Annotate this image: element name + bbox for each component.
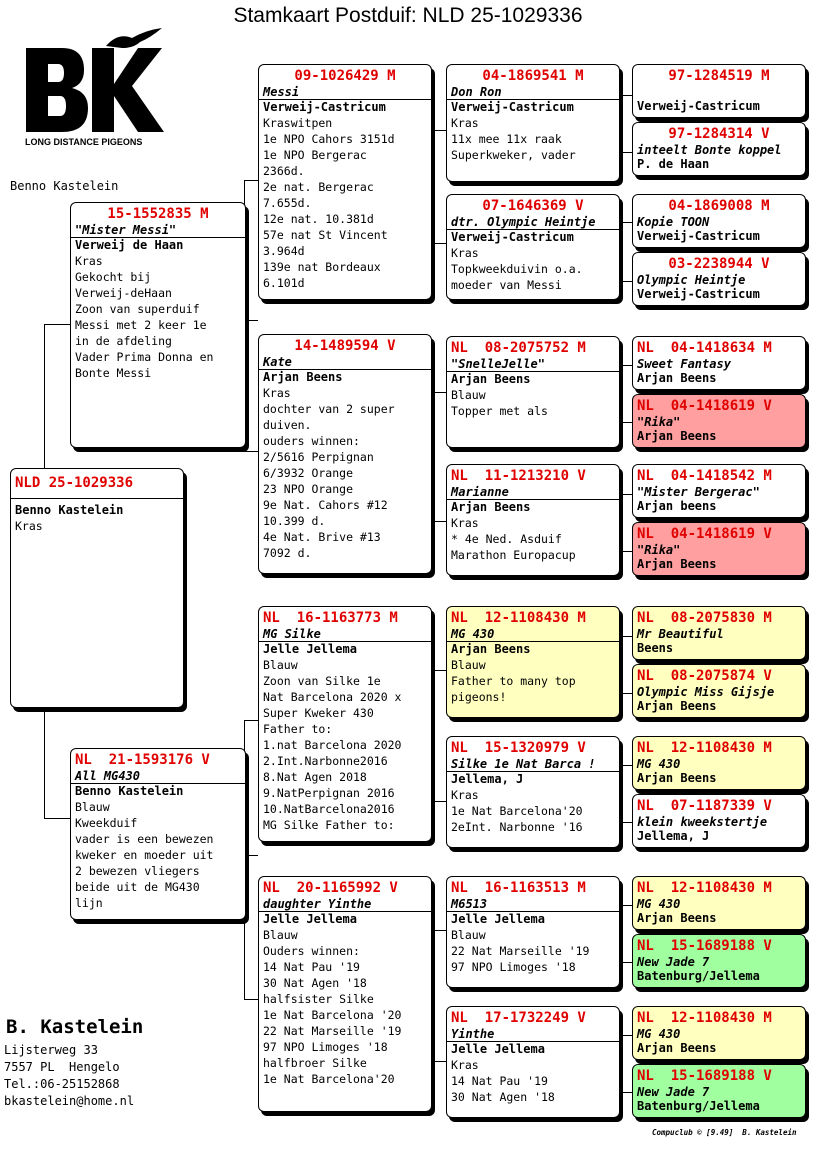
breeder: Arjan beens bbox=[637, 499, 717, 513]
logo-tagline: LONG DISTANCE PIGEONS bbox=[25, 137, 143, 147]
info-line: Kras bbox=[451, 1058, 479, 1072]
nickname: klein kweekstertje bbox=[637, 815, 768, 829]
nickname: "Mister Bergerac" bbox=[637, 485, 760, 499]
nickname: daughter Yinthe bbox=[259, 897, 431, 912]
pedigree-card-gen4 bbox=[632, 736, 806, 790]
nickname: MG 430 bbox=[447, 627, 619, 642]
pedigree-card-gen4 bbox=[632, 1006, 806, 1060]
ring-number: NL 20-1165992 V bbox=[263, 880, 398, 896]
ring-number: NL 04-1418619 V bbox=[637, 526, 772, 542]
info-line: Messi met 2 keer 1e bbox=[75, 318, 207, 332]
pedigree-card-gen2 bbox=[258, 64, 432, 300]
nickname: New Jade 7 bbox=[637, 955, 710, 969]
ring-number: NL 04-1418542 M bbox=[637, 468, 772, 484]
info-line: Verweij-deHaan bbox=[75, 286, 172, 300]
ring-number: NL 15-1689188 V bbox=[637, 1068, 772, 1084]
pedigree-card-gen2 bbox=[258, 334, 432, 574]
nickname: Kate bbox=[259, 355, 431, 370]
info-line: 2eInt. Narbonne '16 bbox=[451, 820, 583, 834]
info-line: Kras bbox=[263, 386, 291, 400]
info-line: Kras bbox=[15, 519, 43, 533]
nickname: inteelt Bonte koppel bbox=[637, 143, 782, 157]
info-line: 139e nat Bordeaux bbox=[263, 260, 381, 274]
info-line: 2366d. bbox=[263, 164, 305, 178]
info-line: Kras bbox=[451, 516, 479, 530]
sire-card bbox=[70, 202, 246, 448]
breeder: Jelle Jellema bbox=[263, 642, 357, 656]
owner-contact bbox=[4, 1042, 134, 1110]
info-line: pigeons! bbox=[451, 690, 507, 704]
nickname: Mr Beautiful bbox=[637, 627, 724, 641]
info-line: Kraswitpen bbox=[263, 116, 333, 130]
ring-number: 04-1869541 M bbox=[482, 68, 584, 84]
ring-number: 15-1552835 M bbox=[107, 206, 209, 222]
info-line: 3.964d bbox=[263, 244, 305, 258]
info-line: 2.Int.Narbonne2016 bbox=[263, 754, 388, 768]
info-line: 1e Nat Barcelona '20 bbox=[263, 1008, 402, 1022]
nickname: "SnelleJelle" bbox=[447, 357, 619, 372]
nickname: MG 430 bbox=[637, 897, 681, 911]
pedigree-card-gen3 bbox=[446, 606, 620, 718]
breeder: Verweij-Castricum bbox=[637, 229, 760, 243]
info-line: Topper met als bbox=[451, 404, 548, 418]
nickname: MG 430 bbox=[637, 1027, 681, 1041]
info-line: 1e Nat Barcelona'20 bbox=[263, 1072, 395, 1086]
pedigree-card-gen4 bbox=[632, 394, 806, 448]
pedigree-card-gen3 bbox=[446, 194, 620, 300]
info-line: 1e Nat Barcelona'20 bbox=[451, 804, 583, 818]
breeder: Arjan Beens bbox=[637, 699, 717, 713]
info-line: ouders winnen: bbox=[263, 434, 360, 448]
info-line: 30 Nat Agen '18 bbox=[451, 1090, 555, 1104]
info-line: halfbroer Silke bbox=[263, 1056, 367, 1070]
nickname: Sweet Fantasy bbox=[637, 357, 731, 371]
info-line: 6.101d bbox=[263, 276, 305, 290]
info-line: Marathon Europacup bbox=[451, 548, 576, 562]
info-line: Father to many top bbox=[451, 674, 576, 688]
breeder: Verweij-Castricum bbox=[637, 99, 760, 113]
ring-number: NL 16-1163513 M bbox=[451, 880, 586, 896]
info-line: 12e nat. 10.381d bbox=[263, 212, 374, 226]
ring-number: NL 17-1732249 V bbox=[451, 1010, 586, 1026]
ring-number: NL 11-1213210 V bbox=[451, 468, 586, 484]
breeder: Arjan Beens bbox=[263, 370, 343, 384]
pedigree-card-gen2 bbox=[258, 606, 432, 842]
info-line: Super Kweker 430 bbox=[263, 706, 374, 720]
nickname bbox=[633, 85, 805, 99]
connector bbox=[244, 855, 258, 856]
connector bbox=[432, 130, 447, 244]
info-line: 2e nat. Bergerac bbox=[263, 180, 374, 194]
info-line: Kras bbox=[451, 246, 479, 260]
ring-number: NLD 25-1029336 bbox=[15, 475, 134, 491]
ring-number: 97-1284314 V bbox=[668, 126, 770, 142]
info-line: 97 NPO Limoges '18 bbox=[451, 960, 576, 974]
ring-number: 09-1026429 M bbox=[294, 68, 396, 84]
pedigree-card-gen3 bbox=[446, 1006, 620, 1118]
info-line: 14 Nat Pau '19 bbox=[451, 1074, 548, 1088]
breeder: Arjan Beens bbox=[451, 500, 531, 514]
info-line: 30 Nat Agen '18 bbox=[263, 976, 367, 990]
nickname bbox=[11, 492, 183, 499]
pedigree-card-gen4 bbox=[632, 252, 806, 306]
pedigree-card-gen3 bbox=[446, 464, 620, 576]
info-line: Zoon van superduif bbox=[75, 302, 200, 316]
breeder: Arjan Beens bbox=[451, 372, 531, 386]
info-line: duiven. bbox=[263, 418, 312, 432]
info-line: 1.nat Barcelona 2020 bbox=[263, 738, 402, 752]
info-line: Blauw bbox=[451, 928, 486, 942]
info-line: Zoon van Silke 1e bbox=[263, 674, 381, 688]
ring-number: NL 12-1108430 M bbox=[451, 610, 586, 626]
ring-number: NL 08-2075830 M bbox=[637, 610, 772, 626]
info-line: Ouders winnen: bbox=[263, 944, 360, 958]
breeder: Jelle Jellema bbox=[451, 912, 545, 926]
nickname: Kopie TOON bbox=[637, 215, 710, 229]
ring-number: NL 08-2075752 M bbox=[451, 340, 586, 356]
pedigree-card-gen4 bbox=[632, 876, 806, 930]
breeder: Arjan Beens bbox=[637, 429, 717, 443]
info-line: Blauw bbox=[451, 388, 486, 402]
breeder: Jelle Jellema bbox=[451, 1042, 545, 1056]
breeder: Batenburg/Jellema bbox=[637, 1099, 760, 1113]
pedigree-card-gen2 bbox=[258, 876, 432, 1112]
nickname: "Rika" bbox=[637, 543, 681, 557]
info-line: 7092 d. bbox=[263, 546, 312, 560]
pedigree-card-gen4 bbox=[632, 336, 806, 390]
breeder: P. de Haan bbox=[637, 157, 710, 171]
breeder: Beens bbox=[637, 641, 674, 655]
info-line: 22 Nat Marseille '19 bbox=[263, 1024, 402, 1038]
address-line: Lijsterweg 33 bbox=[4, 1043, 98, 1057]
info-line: 7.655d. bbox=[263, 196, 312, 210]
nickname: All MG430 bbox=[71, 769, 245, 784]
info-line: halfsister Silke bbox=[263, 992, 374, 1006]
pedigree-card-gen4 bbox=[632, 64, 806, 118]
connector bbox=[432, 392, 447, 522]
connector bbox=[432, 930, 447, 1062]
info-line: Vader Prima Donna en bbox=[75, 350, 214, 364]
pedigree-card-gen4 bbox=[632, 122, 806, 176]
ring-number: 04-1869008 M bbox=[668, 198, 770, 214]
pedigree-card-gen3 bbox=[446, 336, 620, 448]
breeder: Arjan Beens bbox=[451, 642, 531, 656]
nickname: M6513 bbox=[447, 897, 619, 912]
info-line: 10.399 d. bbox=[263, 514, 326, 528]
connector bbox=[432, 670, 447, 802]
info-line: 23 NPO Orange bbox=[263, 482, 354, 496]
breeder: Arjan Beens bbox=[637, 371, 717, 385]
info-line: Topkweekduivin o.a. bbox=[451, 262, 583, 276]
info-line: beide uit de MG430 bbox=[75, 880, 200, 894]
info-line: moeder van Messi bbox=[451, 278, 562, 292]
connector bbox=[44, 708, 73, 819]
info-line: Kweekduif bbox=[75, 816, 138, 830]
info-line: 2 bewezen vliegers bbox=[75, 864, 200, 878]
breeder: Arjan Beens bbox=[637, 771, 717, 785]
pedigree-card-gen3 bbox=[446, 876, 620, 988]
pedigree-card-gen4 bbox=[632, 664, 806, 718]
connector bbox=[244, 320, 258, 321]
pedigree-card-gen4 bbox=[632, 194, 806, 248]
nickname: Silke 1e Nat Barca ! bbox=[447, 757, 619, 772]
info-line: Bonte Messi bbox=[75, 366, 152, 380]
breeder: Verweij-Castricum bbox=[451, 100, 574, 114]
nickname: Marianne bbox=[447, 485, 619, 500]
pedigree-card-gen4 bbox=[632, 1064, 806, 1118]
address-line: 7557 PL Hengelo bbox=[4, 1060, 120, 1074]
info-line: Blauw bbox=[75, 800, 110, 814]
ring-number: 07-1646369 V bbox=[482, 198, 584, 214]
breeder: Verweij-Castricum bbox=[637, 287, 760, 301]
info-line: Blauw bbox=[263, 658, 298, 672]
info-line: Nat Barcelona 2020 x bbox=[263, 690, 402, 704]
info-line: 6/3932 Orange bbox=[263, 466, 354, 480]
ring-number: NL 21-1593176 V bbox=[75, 752, 210, 768]
info-line: 97 NPO Limoges '18 bbox=[263, 1040, 388, 1054]
breeder: Jellema, J bbox=[637, 829, 710, 843]
nickname: New Jade 7 bbox=[637, 1085, 710, 1099]
pedigree-card-gen4 bbox=[632, 464, 806, 518]
nickname: Yinthe bbox=[447, 1027, 619, 1042]
ring-number: NL 12-1108430 M bbox=[637, 880, 772, 896]
page-title: Stamkaart Postduif: NLD 25-1029336 bbox=[233, 4, 583, 27]
ring-number: NL 07-1187339 V bbox=[637, 798, 772, 814]
pedigree-card-gen3 bbox=[446, 736, 620, 848]
info-line: Blauw bbox=[263, 928, 298, 942]
owner-name: B. Kastelein bbox=[6, 1016, 144, 1038]
connector bbox=[244, 180, 259, 452]
ring-number: 14-1489594 V bbox=[294, 338, 396, 354]
info-line: 22 Nat Marseille '19 bbox=[451, 944, 590, 958]
breeder: Arjan Beens bbox=[637, 1041, 717, 1055]
software-credit: Compuclub © [9.49] B. Kastelein bbox=[652, 1128, 797, 1137]
info-line: lijn bbox=[75, 896, 103, 910]
connector bbox=[244, 720, 259, 1000]
pedigree-card-gen4 bbox=[632, 522, 806, 576]
ring-number: NL 16-1163773 M bbox=[263, 610, 398, 626]
info-line: Kras bbox=[451, 788, 479, 802]
email-link[interactable]: bkastelein@home.nl bbox=[4, 1094, 135, 1108]
info-line: 4e Nat. Brive #13 bbox=[263, 530, 381, 544]
ring-number: NL 12-1108430 M bbox=[637, 740, 772, 756]
ring-number: NL 15-1320979 V bbox=[451, 740, 586, 756]
info-line: Blauw bbox=[451, 658, 486, 672]
ring-number: 03-2238944 V bbox=[668, 256, 770, 272]
nickname: MG Silke bbox=[259, 627, 431, 642]
info-line: 9.NatPerpignan 2016 bbox=[263, 786, 395, 800]
ring-number: NL 08-2075874 V bbox=[637, 668, 772, 684]
ring-number: NL 04-1418619 V bbox=[637, 398, 772, 414]
breeder: Benno Kastelein bbox=[15, 503, 124, 517]
info-line: * 4e Ned. Asduif bbox=[451, 532, 562, 546]
subject-card bbox=[10, 468, 184, 708]
nickname: "Mister Messi" bbox=[71, 223, 245, 238]
info-line: Kras bbox=[75, 254, 103, 268]
nickname: MG 430 bbox=[637, 757, 681, 771]
info-line: 2/5616 Perpignan bbox=[263, 450, 374, 464]
breeder: Arjan Beens bbox=[637, 557, 717, 571]
pedigree-card-gen4 bbox=[632, 794, 806, 848]
nickname: Messi bbox=[259, 85, 431, 100]
breeder: Verweij-Castricum bbox=[263, 100, 386, 114]
info-line: Father to: bbox=[263, 722, 333, 736]
breeder: Batenburg/Jellema bbox=[637, 969, 760, 983]
nickname: Don Ron bbox=[447, 85, 619, 100]
info-line: 14 Nat Pau '19 bbox=[263, 960, 360, 974]
breeder: Verweij-Castricum bbox=[451, 230, 574, 244]
breeder: Jellema, J bbox=[451, 772, 524, 786]
info-line: 1e NPO Cahors 3151d bbox=[263, 132, 395, 146]
info-line: 8.Nat Agen 2018 bbox=[263, 770, 367, 784]
info-line: Gekocht bij bbox=[75, 270, 152, 284]
info-line: dochter van 2 super bbox=[263, 402, 395, 416]
info-line: 11x mee 11x raak bbox=[451, 132, 562, 146]
nickname: dtr. Olympic Heintje bbox=[447, 215, 619, 230]
nickname: Olympic Heintje bbox=[637, 273, 746, 287]
pedigree-card-gen4 bbox=[632, 606, 806, 660]
dam-card bbox=[70, 748, 246, 920]
breeder: Verweij de Haan bbox=[75, 238, 184, 252]
phone: Tel.:06-25152868 bbox=[4, 1077, 120, 1091]
info-line: 1e NPO Bergerac bbox=[263, 148, 367, 162]
nickname: "Rika" bbox=[637, 415, 681, 429]
info-line: 57e nat St Vincent bbox=[263, 228, 388, 242]
info-line: 10.NatBarcelona2016 bbox=[263, 802, 395, 816]
nickname: Olympic Miss Gijsje bbox=[637, 685, 775, 699]
info-line: Superkweker, vader bbox=[451, 148, 576, 162]
info-line: Kras bbox=[451, 116, 479, 130]
connector bbox=[44, 324, 73, 469]
ring-number: NL 12-1108430 M bbox=[637, 1010, 772, 1026]
ring-number: NL 04-1418634 M bbox=[637, 340, 772, 356]
ring-number: NL 15-1689188 V bbox=[637, 938, 772, 954]
bk-logo bbox=[22, 28, 167, 150]
pedigree-card-gen4 bbox=[632, 934, 806, 988]
info-line: kweker en moeder uit bbox=[75, 848, 214, 862]
info-line: in de afdeling bbox=[75, 334, 172, 348]
breeder: Jelle Jellema bbox=[263, 912, 357, 926]
ring-number: 97-1284519 M bbox=[668, 68, 770, 84]
info-line: vader is een bewezen bbox=[75, 832, 214, 846]
breeder: Arjan Beens bbox=[637, 911, 717, 925]
pedigree-card-gen3 bbox=[446, 64, 620, 182]
breeder: Benno Kastelein bbox=[75, 784, 184, 798]
info-line: MG Silke Father to: bbox=[263, 818, 395, 832]
owner-header: Benno Kastelein bbox=[10, 179, 119, 193]
info-line: 9e Nat. Cahors #12 bbox=[263, 498, 388, 512]
